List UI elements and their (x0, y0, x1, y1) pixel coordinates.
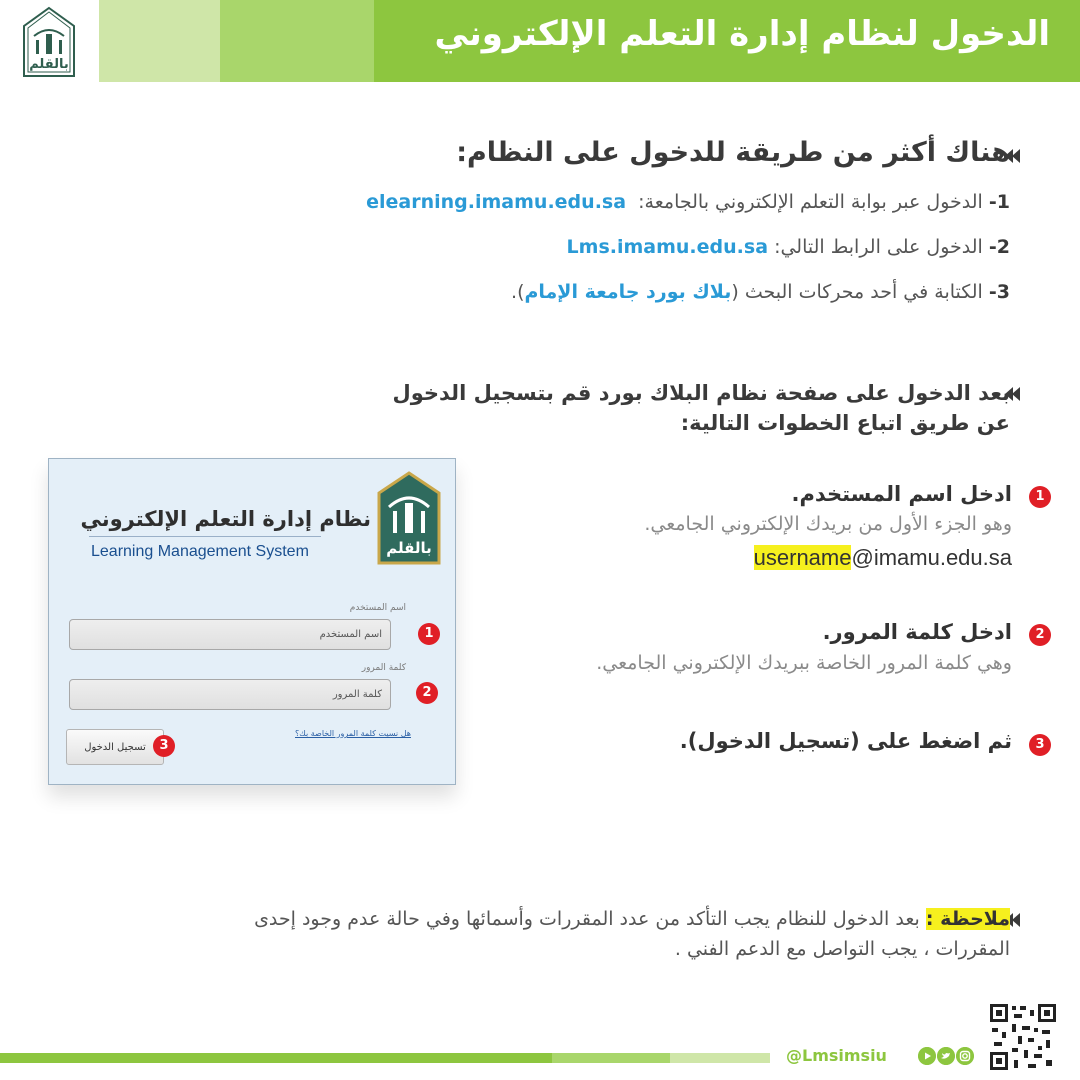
header-stripe-light (99, 0, 220, 82)
svg-text:بالقلم: بالقلم (386, 539, 432, 557)
university-logo (377, 471, 441, 565)
step-badge-3: 3 (153, 735, 175, 757)
footer-bar-light (670, 1053, 770, 1063)
step-badge-2: 2 (416, 682, 438, 704)
footer-bar-mid (552, 1053, 670, 1063)
password-input[interactable]: كلمة المرور (69, 679, 391, 710)
step-number-1: 1 (1029, 486, 1051, 508)
step-badge-1: 1 (418, 623, 440, 645)
method-item-1: 1- الدخول عبر بوابة التعلم الإلكتروني بالجامعة: elearning.imamu.edu.sa (366, 191, 1010, 213)
section-heading-steps: بعد الدخول على صفحة نظام البلاك بورد قم بتسجيل الدخول عن طريق اتباع الخطوات التالية: (392, 381, 1010, 435)
note-text: ملاحظة : بعد الدخول للنظام يجب التأكد من عدد المقررات وأسمائها وفي حالة عدم وجود إحدى المقررات ، يجب التواصل مع الدعم الفني . (254, 908, 1010, 960)
lms-title-ar: نظام إدارة التعلم الإلكتروني (80, 507, 371, 531)
lms-link[interactable]: Lms.imamu.edu.sa (566, 236, 769, 258)
portal-link[interactable]: elearning.imamu.edu.sa (366, 191, 627, 213)
step-3-title: ثم اضغط على (تسجيل الدخول). (679, 729, 1012, 753)
twitter-icon[interactable] (937, 1047, 955, 1065)
title-divider (89, 536, 321, 537)
username-input[interactable]: اسم المستخدم (69, 619, 391, 650)
username-example: username@imamu.edu.sa (753, 545, 1012, 570)
step-2-title: ادخل كلمة المرور. (822, 620, 1012, 644)
note-label: ملاحظة : (925, 908, 1010, 930)
step-1-title: ادخل اسم المستخدم. (791, 482, 1012, 506)
lms-title-en: Learning Management System (91, 543, 309, 560)
footer-bar (0, 1053, 552, 1063)
search-term: بلاك بورد جامعة الإمام (524, 281, 732, 303)
login-panel (48, 458, 456, 785)
username-highlight: username (753, 545, 852, 570)
method-item-2: 2- الدخول على الرابط التالي: Lms.imamu.edu.sa (566, 236, 1010, 258)
forgot-password-link[interactable]: هل نسيت كلمة المرور الخاصة بك؟ (295, 729, 411, 738)
svg-text:بالقلم: بالقلم (29, 57, 69, 72)
step-number-2: 2 (1029, 624, 1051, 646)
social-handle[interactable]: @Lmsimsiu (786, 1046, 887, 1065)
password-label: كلمة المرور (361, 663, 406, 673)
step-1-description: وهو الجزء الأول من بريدك الإلكتروني الجامعي. (644, 513, 1012, 535)
qr-code[interactable] (988, 1002, 1058, 1072)
login-button[interactable]: تسجيل الدخول (66, 729, 164, 765)
step-2-description: وهي كلمة المرور الخاصة ببريدك الإلكتروني الجامعي. (596, 652, 1012, 674)
method-item-3: 3- الكتابة في أحد محركات البحث (بلاك بورد جامعة الإمام). (511, 281, 1010, 303)
university-logo (22, 6, 76, 78)
username-label: اسم المستخدم (349, 603, 406, 613)
page-title: الدخول لنظام إدارة التعلم الإلكتروني (434, 14, 1050, 54)
section-heading-methods: هناك أكثر من طريقة للدخول على النظام: (456, 137, 1010, 168)
youtube-icon[interactable] (918, 1047, 936, 1065)
instagram-icon[interactable] (956, 1047, 974, 1065)
header-stripe-mid (220, 0, 374, 82)
step-number-3: 3 (1029, 734, 1051, 756)
